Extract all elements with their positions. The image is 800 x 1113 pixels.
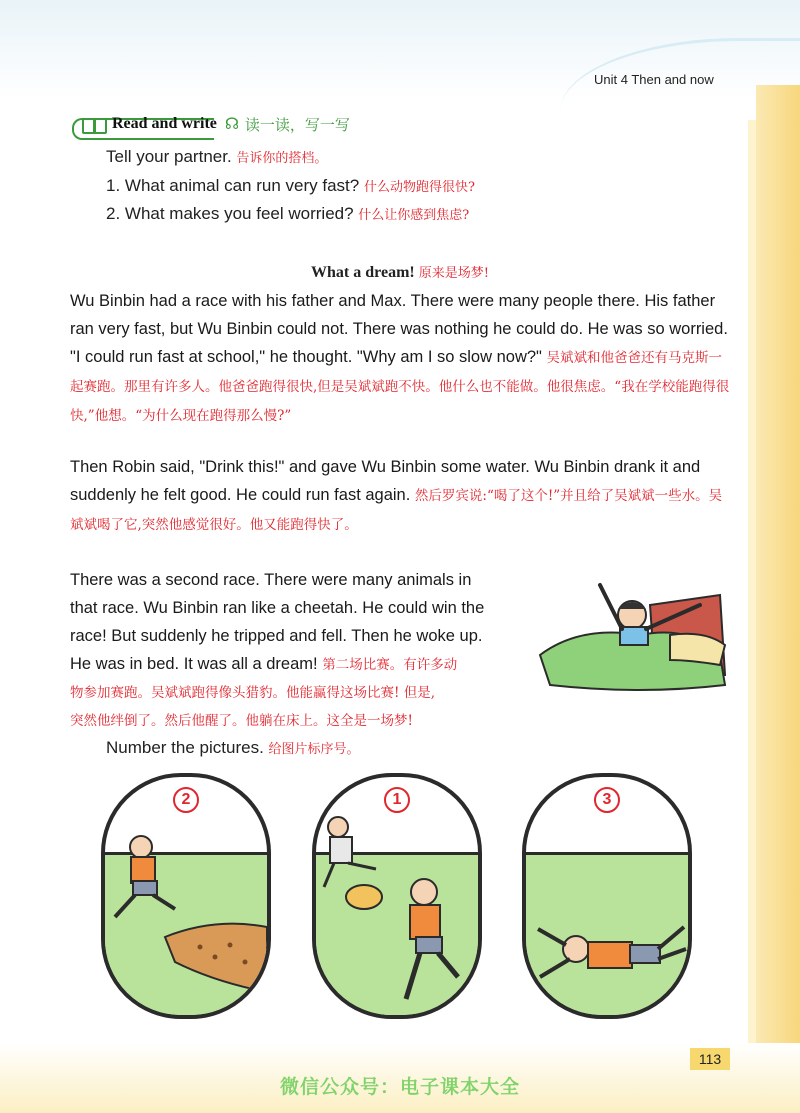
question-cn: 什么让你感到焦虑? xyxy=(358,208,470,223)
question-en: 2. What makes you feel worried? xyxy=(106,204,354,223)
section-header xyxy=(72,112,350,136)
paragraph-line xyxy=(70,650,520,679)
page-number: 113 xyxy=(690,1048,730,1070)
paragraph-line: that race. Wu Binbin ran like a cheetah. He could win the xyxy=(70,599,485,617)
tell-en: Tell your partner. xyxy=(106,147,232,166)
boy-racing-father-image xyxy=(316,777,478,1015)
picture-frame-cheetah[interactable] xyxy=(101,773,271,1019)
picture-number: 2 xyxy=(173,787,199,813)
paragraph-en: He was in bed. It was all a dream! xyxy=(70,655,318,673)
picture-frame-fall[interactable] xyxy=(522,773,692,1019)
story-paragraph-3 xyxy=(70,566,520,735)
story-title xyxy=(0,262,800,282)
tell-partner xyxy=(106,147,327,167)
boy-tripping-image xyxy=(526,777,688,1015)
headphone-icon: ☊ xyxy=(224,114,240,133)
picture-frame-race[interactable] xyxy=(312,773,482,1019)
section-subtitle: 读一读，写一写 xyxy=(244,115,350,134)
question-1 xyxy=(106,176,475,196)
question-2 xyxy=(106,204,469,224)
question-cn: 什么动物跑得很快? xyxy=(363,180,475,195)
paragraph-en: Wu Binbin had a race with his father and Max. There were many people there. His father ran very fast, but Wu Binbin could not. There was nothing he could do. He was so worried. "I could run fast at school," he thought. "Why am I so slow now?" xyxy=(70,292,728,366)
book-icon xyxy=(82,116,106,132)
section-title: Read and write xyxy=(112,115,217,132)
boy-racing-cheetah-image xyxy=(105,777,267,1015)
number-en: Number the pictures. xyxy=(106,738,264,757)
story-paragraph-1 xyxy=(70,287,735,430)
page-edge-strip xyxy=(756,85,800,1113)
watermark: 微信公众号：电子课本大全 xyxy=(279,1076,520,1098)
number-cn: 给图片标序号。 xyxy=(268,742,360,757)
paragraph-cn: 然后罗宾说:“喝了这个!”并且给了吴斌斌一些水。吴斌斌喝了它,突然他感觉很好。他又能跑得快了。 xyxy=(70,488,723,533)
tell-cn: 告诉你的搭档。 xyxy=(236,151,328,166)
unit-header: Unit 4 Then and now xyxy=(594,72,714,87)
story-title-en: What a dream! xyxy=(311,264,415,281)
number-instruction xyxy=(106,738,360,758)
paragraph-cn: 第二场比赛。有许多动 xyxy=(322,657,458,673)
paragraph-en: Then Robin said, "Drink this!" and gave Wu Binbin some water. Wu Binbin drank it and suddenly he felt good. He could run fast again. xyxy=(70,458,701,504)
paragraph-cn-line: 物参加赛跑。吴斌斌跑得像头猎豹。他能赢得这场比赛! 但是, xyxy=(70,685,436,701)
paragraph-line: race! But suddenly he tripped and fell. Then he woke up. xyxy=(70,627,483,645)
story-paragraph-2 xyxy=(70,453,735,539)
paragraph-line: There was a second race. There were many animals in xyxy=(70,571,472,589)
story-title-cn: 原来是场梦! xyxy=(418,266,489,281)
picture-number: 3 xyxy=(594,787,620,813)
paragraph-cn: 吴斌斌和他爸爸还有马克斯一起赛跑。那里有许多人。他爸爸跑得很快,但是吴斌斌跑不快。他什么也不能做。他很焦虑。“我在学校能跑得很快,”他想。“为什么现在跑得那么慢?” xyxy=(70,350,730,424)
question-en: 1. What animal can run very fast? xyxy=(106,176,360,195)
paragraph-cn-line: 突然他绊倒了。然后他醒了。他躺在床上。这全是一场梦! xyxy=(70,713,413,729)
boy-waking-in-bed-image xyxy=(520,565,740,705)
picture-number: 1 xyxy=(384,787,410,813)
